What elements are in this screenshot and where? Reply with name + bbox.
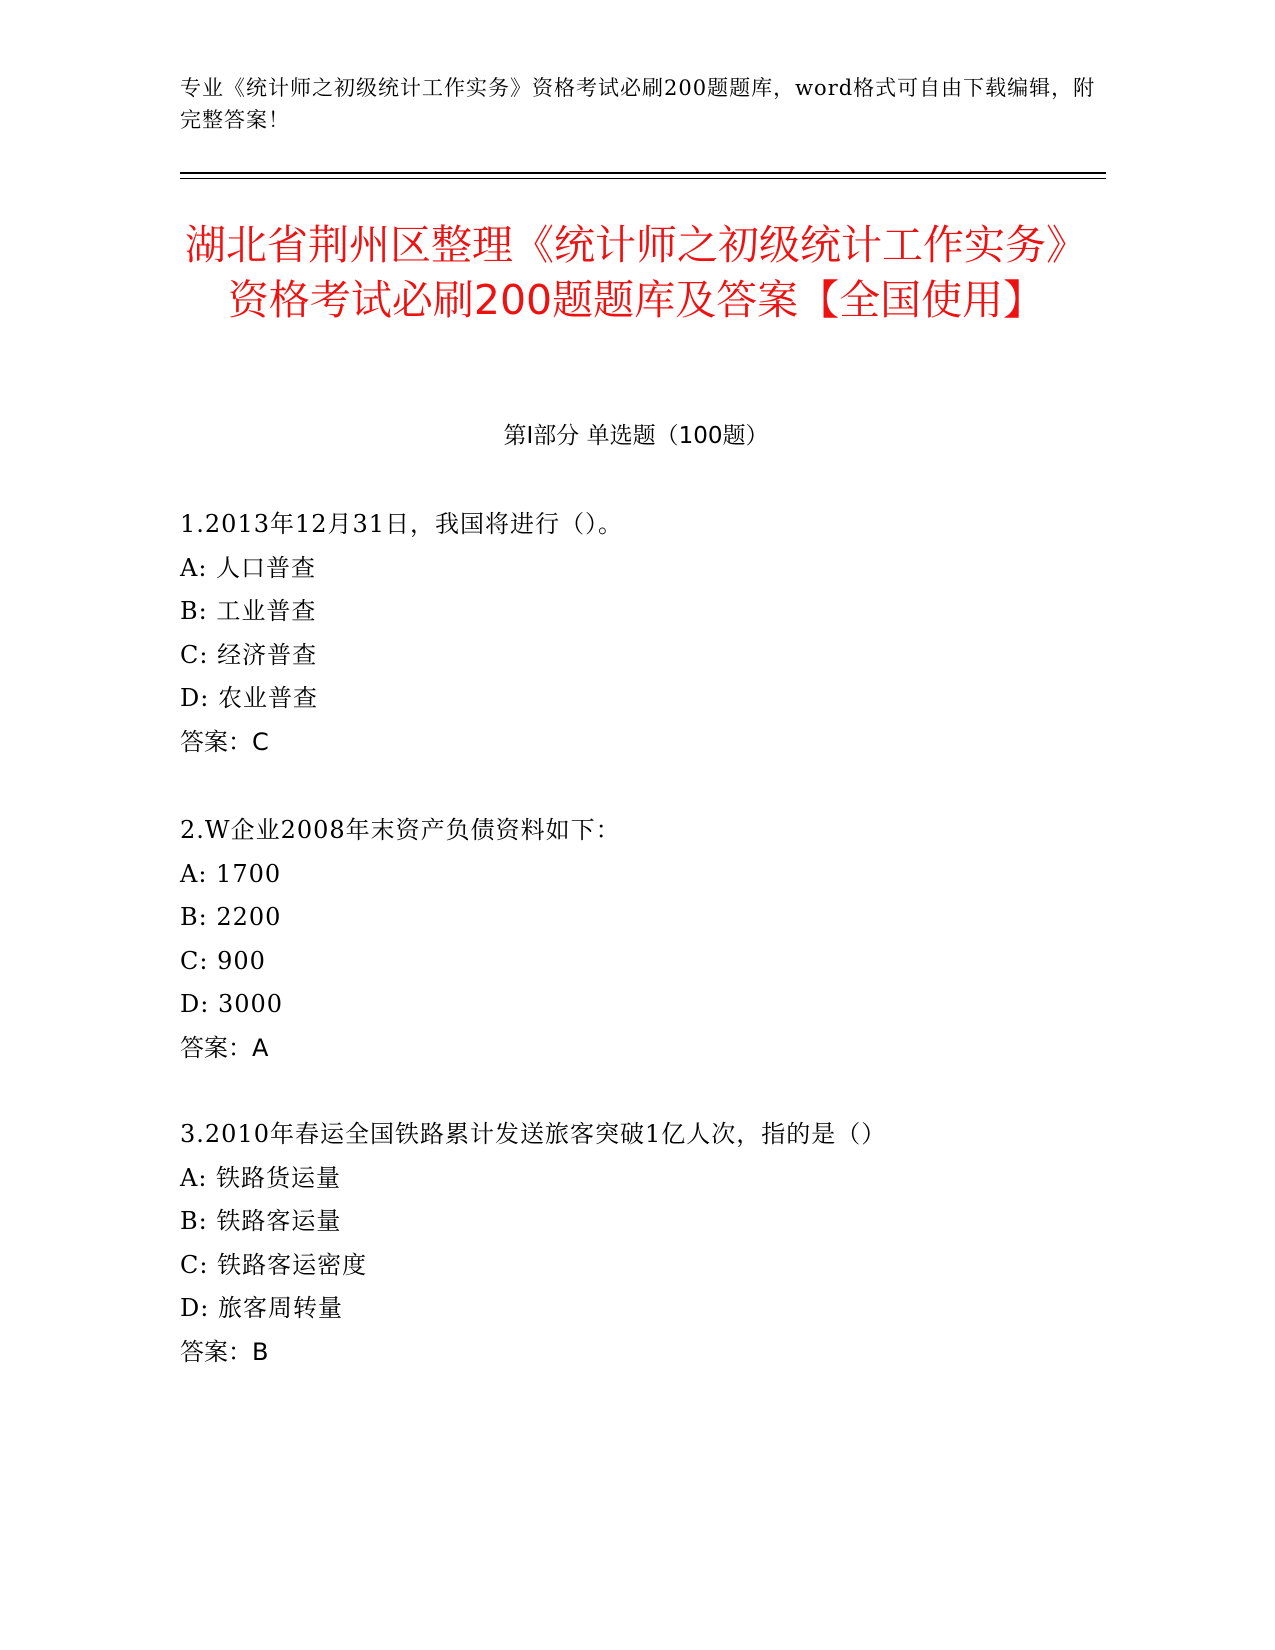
answer-line: 答案：C xyxy=(180,727,269,756)
section-title: 第I部分 单选题（100题） xyxy=(503,423,769,449)
option-c: C: 900 xyxy=(180,946,266,975)
option-b: B: 2200 xyxy=(180,903,282,931)
option-c: C: 经济普查 xyxy=(180,640,318,669)
header-divider-thick xyxy=(180,172,1106,174)
question-block xyxy=(180,503,1120,764)
question-stem: 1.2013年12月31日，我国将进行（）。 xyxy=(180,510,624,538)
option-b: B: 铁路客运量 xyxy=(180,1207,342,1235)
header-divider-thin xyxy=(180,178,1106,179)
option-d: D: 3000 xyxy=(180,990,284,1018)
option-c: C: 铁路客运密度 xyxy=(180,1250,368,1279)
answer-line: 答案：B xyxy=(180,1337,269,1366)
question-block xyxy=(180,809,1120,1070)
option-a: A: 人口普查 xyxy=(180,553,317,582)
question-stem: 3.2010年春运全国铁路累计发送旅客突破1亿人次，指的是（） xyxy=(180,1120,887,1148)
option-a: A: 铁路货运量 xyxy=(180,1163,342,1192)
header-note: 专业《统计师之初级统计工作实务》资格考试必刷200题题库，word格式可自由下载编辑，附完整答案！ xyxy=(180,76,1096,132)
question-block xyxy=(180,1113,1120,1374)
option-a: A: 1700 xyxy=(180,859,282,888)
option-d: D: 农业普查 xyxy=(180,684,318,712)
question-stem: 2.W企业2008年末资产负债资料如下： xyxy=(180,816,621,844)
option-d: D: 旅客周转量 xyxy=(180,1294,343,1322)
document-title: 湖北省荆州区整理《统计师之初级统计工作实务》资格考试必刷200题题库及答案【全国使用】 xyxy=(185,221,1087,324)
answer-line: 答案：A xyxy=(180,1033,269,1062)
option-b: B: 工业普查 xyxy=(180,597,317,625)
